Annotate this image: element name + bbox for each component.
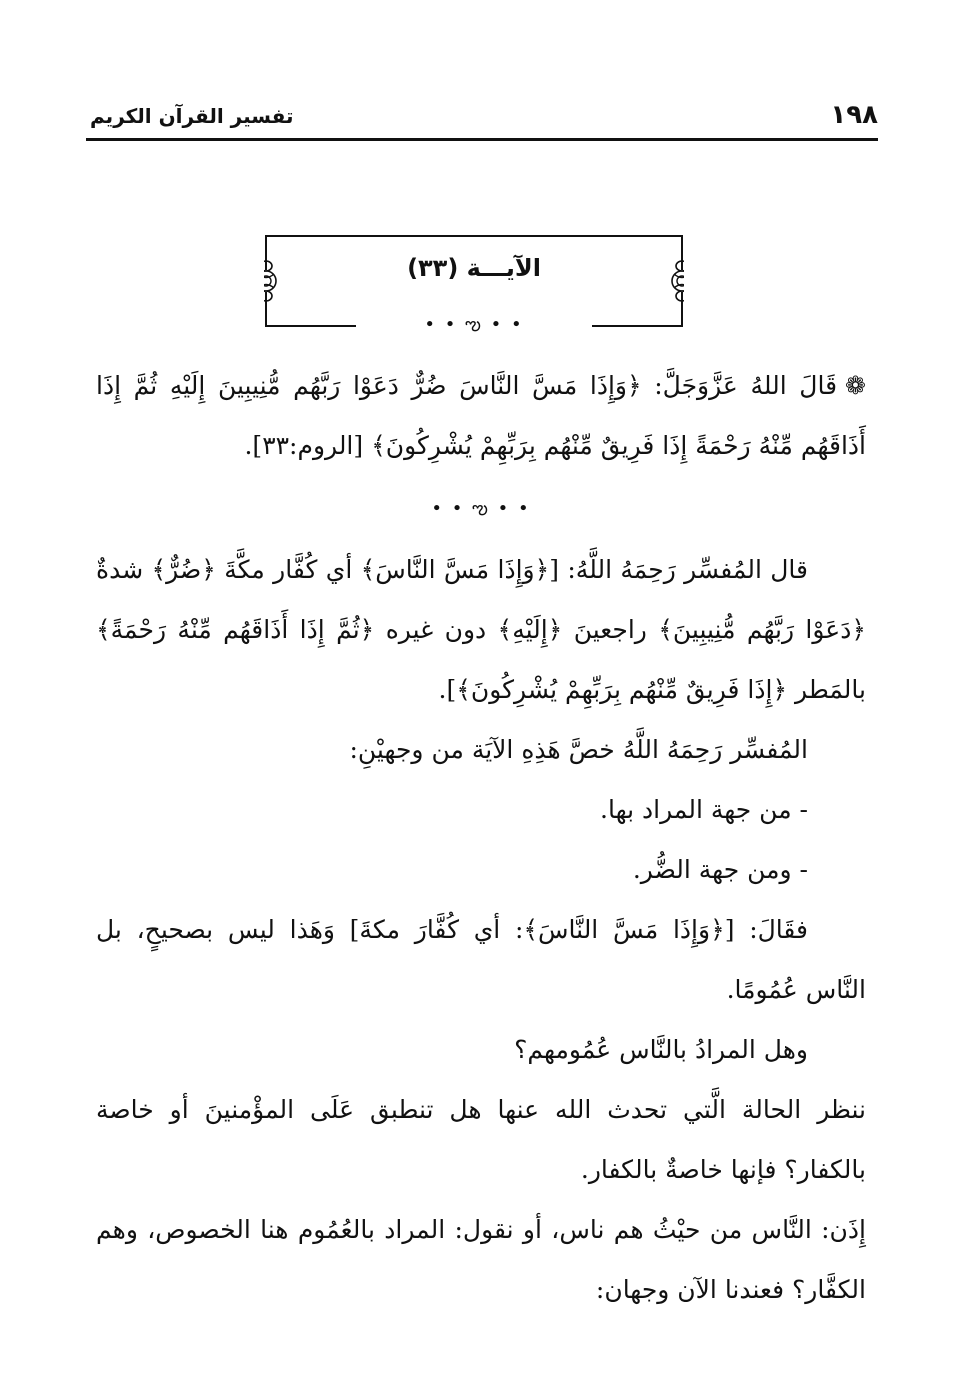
commentary-paragraph: وهل المرادُ بالنَّاس عُمُومهم؟ (514, 1035, 808, 1064)
verse-block (96, 356, 866, 476)
commentary-paragraph: ننظر الحالة الَّتي تحدث الله عنها هل تنطبق عَلَى المؤْمنينَ أو خاصة بالكفار؟ فإنها خاصةٌ بالكفار. (96, 1095, 866, 1184)
section-divider: • • ఌ • • (431, 498, 531, 519)
verse-text: قَالَ اللهُ عَزَّوَجَلَّ: ﴿وَإِذَا مَسَّ النَّاسَ ضُرٌّ دَعَوْا رَبَّهُم مُّنِيبِينَ إِلَيْهِ ثُمَّ إِذَا أَذَاقَهُم مِّنْهُ رَحْمَةً إِذَا فَرِيقٌ مِّنْهُم بِرَبِّهِمْ يُشْرِكُونَ﴾ [الروم:٣٣]. (96, 371, 866, 460)
commentary-paragraph: إِذَن: النَّاس من حيْثُ هم ناس، أو نقول: المراد بالعُمُوم هنا الخصوص، وهم الكفَّار؟ فعندنا الآن وجهان: (96, 1215, 866, 1304)
commentary-paragraph: فقَالَ: [﴿وَإِذَا مَسَّ النَّاسَ﴾: أي كُفَّارَ مكةَ] وَهَذا ليس بصحيحٍ، بل النَّاس عُمُومًا. (96, 915, 866, 1004)
list-item: - من جهة المراد بها. (600, 795, 808, 824)
section-title: الآيـــة (٣٣) (407, 254, 541, 282)
page-header (86, 98, 878, 141)
commentary-paragraph: المُفسِّر رَحِمَهُ اللَّهُ خصَّ هَذِهِ الآيَة من وجهيْنِ: (349, 735, 808, 764)
flower-icon: ❁ (845, 371, 866, 400)
section-title-frame (264, 230, 684, 335)
commentary-paragraph: قال المُفسِّر رَحِمَهُ اللَّهُ: [﴿وَإِذَا مَسَّ النَّاسَ﴾ أي كُفَّار مكَّةَ ﴿ضُرٌّ﴾ شدةٌ ﴿دَعَوْا رَبَّهُم مُّنِيبِينَ﴾ راجعينَ ﴿إِلَيْهِ﴾ دون غيره ﴿ثُمَّ إِذَا أَذَاقَهُم مِّنْهُ رَحْمَةً﴾ بالمَطر ﴿إِذَا فَرِيقٌ مِّنْهُم بِرَبِّهِمْ يُشْرِكُونَ﴾]. (96, 555, 866, 704)
title-ornament: • • ఌ • • (424, 314, 524, 335)
verse-paragraph (96, 356, 866, 476)
list-item: - ومن جهة الضُّر. (632, 855, 808, 884)
book-title: تفسير القرآن الكريم (90, 104, 294, 128)
commentary-body (96, 540, 866, 1320)
page-number: ١٩٨ (830, 100, 878, 130)
